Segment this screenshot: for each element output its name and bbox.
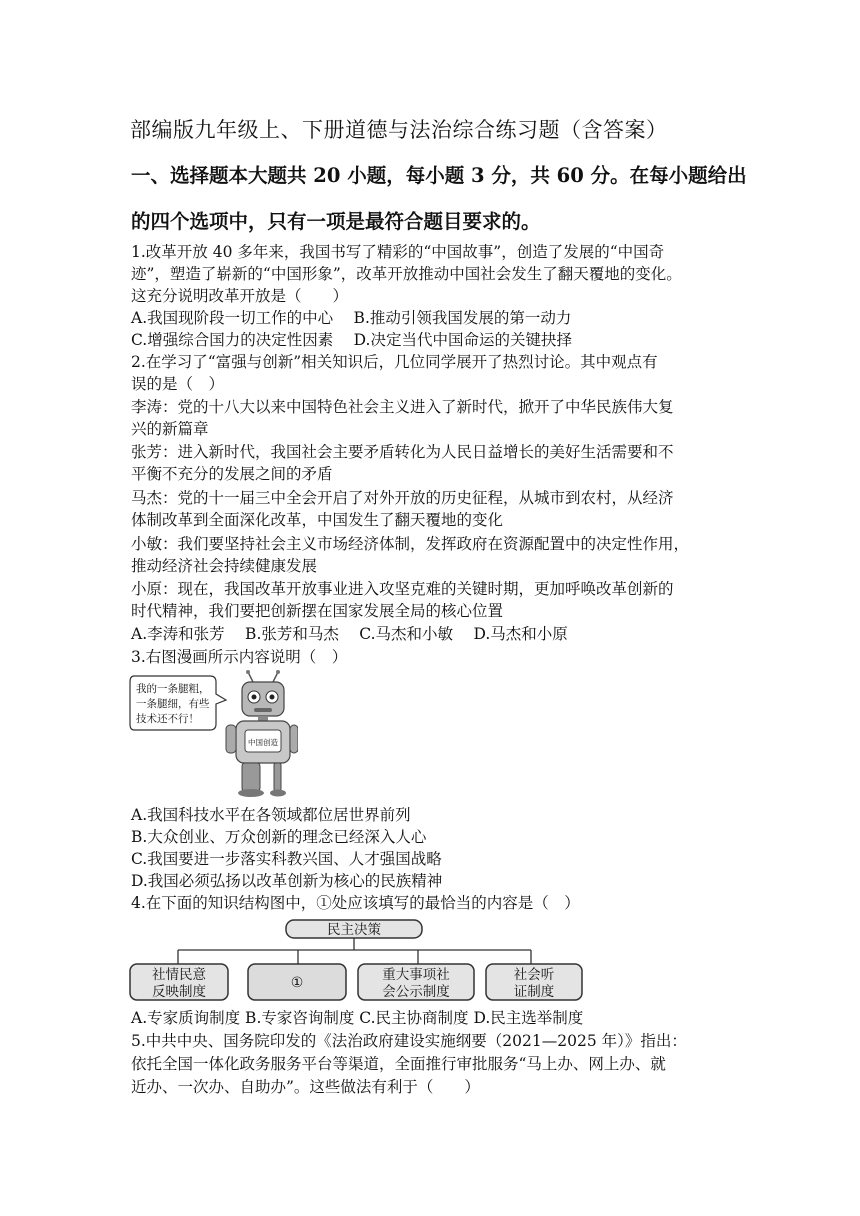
option-line: B.大众创业、万众创新的理念已经深入人心 [131,828,427,846]
diagram-box-1-line-2: 反映制度 [152,984,206,1000]
knowledge-structure-diagram [128,916,588,1006]
option-line: A.我国现阶段一切工作的中心 B.推动引领我国发展的第一动力 [131,309,572,327]
option-line: A.李涛和张芳 B.张芳和马杰 C.马杰和小敏 D.马杰和小原 [131,625,568,643]
diagram-box-4-line-2: 证制度 [513,984,555,1000]
text-line: 体制改革到全面深化改革，中国发生了翻天覆地的变化 [131,511,504,529]
text-line: 1.改革开放 40 多年来，我国书写了精彩的“中国故事”，创造了发展的“中国奇 [131,243,665,261]
option-line: C.增强综合国力的决定性因素 D.决定当代中国命运的关键抉择 [131,331,572,349]
text-line: 时代精神，我们要把创新摆在国家发展全局的核心位置 [131,602,504,620]
robot-chest-label: 中国创造 [248,738,278,747]
text-line: 迹”，塑造了崭新的“中国形象”，改革开放推动中国社会发生了翻天覆地的变化。 [131,265,682,283]
text-line: 误的是（ ） [131,375,225,393]
text-line: 5.中共中央、国务院印发的《法治政府建设实施纲要（2021—2025 年）》指出： [131,1032,687,1050]
text-line: 推动经济社会持续健康发展 [131,557,318,575]
robot-cartoon [128,670,298,798]
page-title: 部编版九年级上、下册道德与法治综合练习题（含答案） [130,118,668,142]
text-line: 平衡不充分的发展之间的矛盾 [131,465,333,483]
diagram-box-3-line-2: 会公示制度 [382,984,450,1000]
option-line: C.我国要进一步落实科教兴国、人才强国战略 [131,850,442,868]
diagram-box-4-line-1: 社会听 [513,967,555,983]
text-line: 依托全国一体化政务服务平台等渠道，全面推行审批服务“马上办、网上办、就 [131,1055,666,1073]
text-line: 4.在下面的知识结构图中，①处应该填写的最恰当的内容是（ ） [131,894,580,912]
text-line: 3.右图漫画所示内容说明（ ） [131,648,348,666]
option-line: A.我国科技水平在各领域都位居世界前列 [131,806,411,824]
section-heading-line-2: 的四个选项中，只有一项是最符合题目要求的。 [131,210,541,233]
text-line: 这充分说明改革开放是（ ） [131,287,349,305]
speech-line-3: 技术还不行！ [136,713,199,725]
text-line: 近办、一次办、自助办”。这些做法有利于（ ） [131,1078,480,1096]
speech-line-2: 一条腿细，有些 [136,698,210,710]
diagram-box-2-blank: ① [290,975,304,991]
text-line: 小敏：我们要坚持社会主义市场经济体制，发挥政府在资源配置中的决定性作用， [131,535,690,553]
section-heading-line-1: 一、选择题本大题共 20 小题，每小题 3 分，共 60 分。在每小题给出 [131,164,747,187]
diagram-top-label: 民主决策 [327,922,381,938]
diagram-box-3-line-1: 重大事项社 [382,967,450,983]
text-line: 小原：现在，我国改革开放事业进入攻坚克难的关键时期，更加呼唤改革创新的 [131,580,674,598]
speech-line-1: 我的一条腿粗， [136,683,210,695]
diagram-box-1-line-1: 社情民意 [152,967,206,983]
text-line: 2.在学习了“富强与创新”相关知识后，几位同学展开了热烈讨论。其中观点有 [131,353,658,371]
option-line: A.专家质询制度 B.专家咨询制度 C.民主协商制度 D.民主选举制度 [131,1009,584,1027]
option-line: D.我国必须弘扬以改革创新为核心的民族精神 [131,872,443,890]
text-line: 兴的新篇章 [131,420,209,438]
text-line: 李涛：党的十八大以来中国特色社会主义进入了新时代，掀开了中华民族伟大复 [131,398,674,416]
text-line: 张芳：进入新时代，我国社会主要矛盾转化为人民日益增长的美好生活需要和不 [131,443,674,461]
text-line: 马杰：党的十一届三中全会开启了对外开放的历史征程，从城市到农村，从经济 [131,489,674,507]
